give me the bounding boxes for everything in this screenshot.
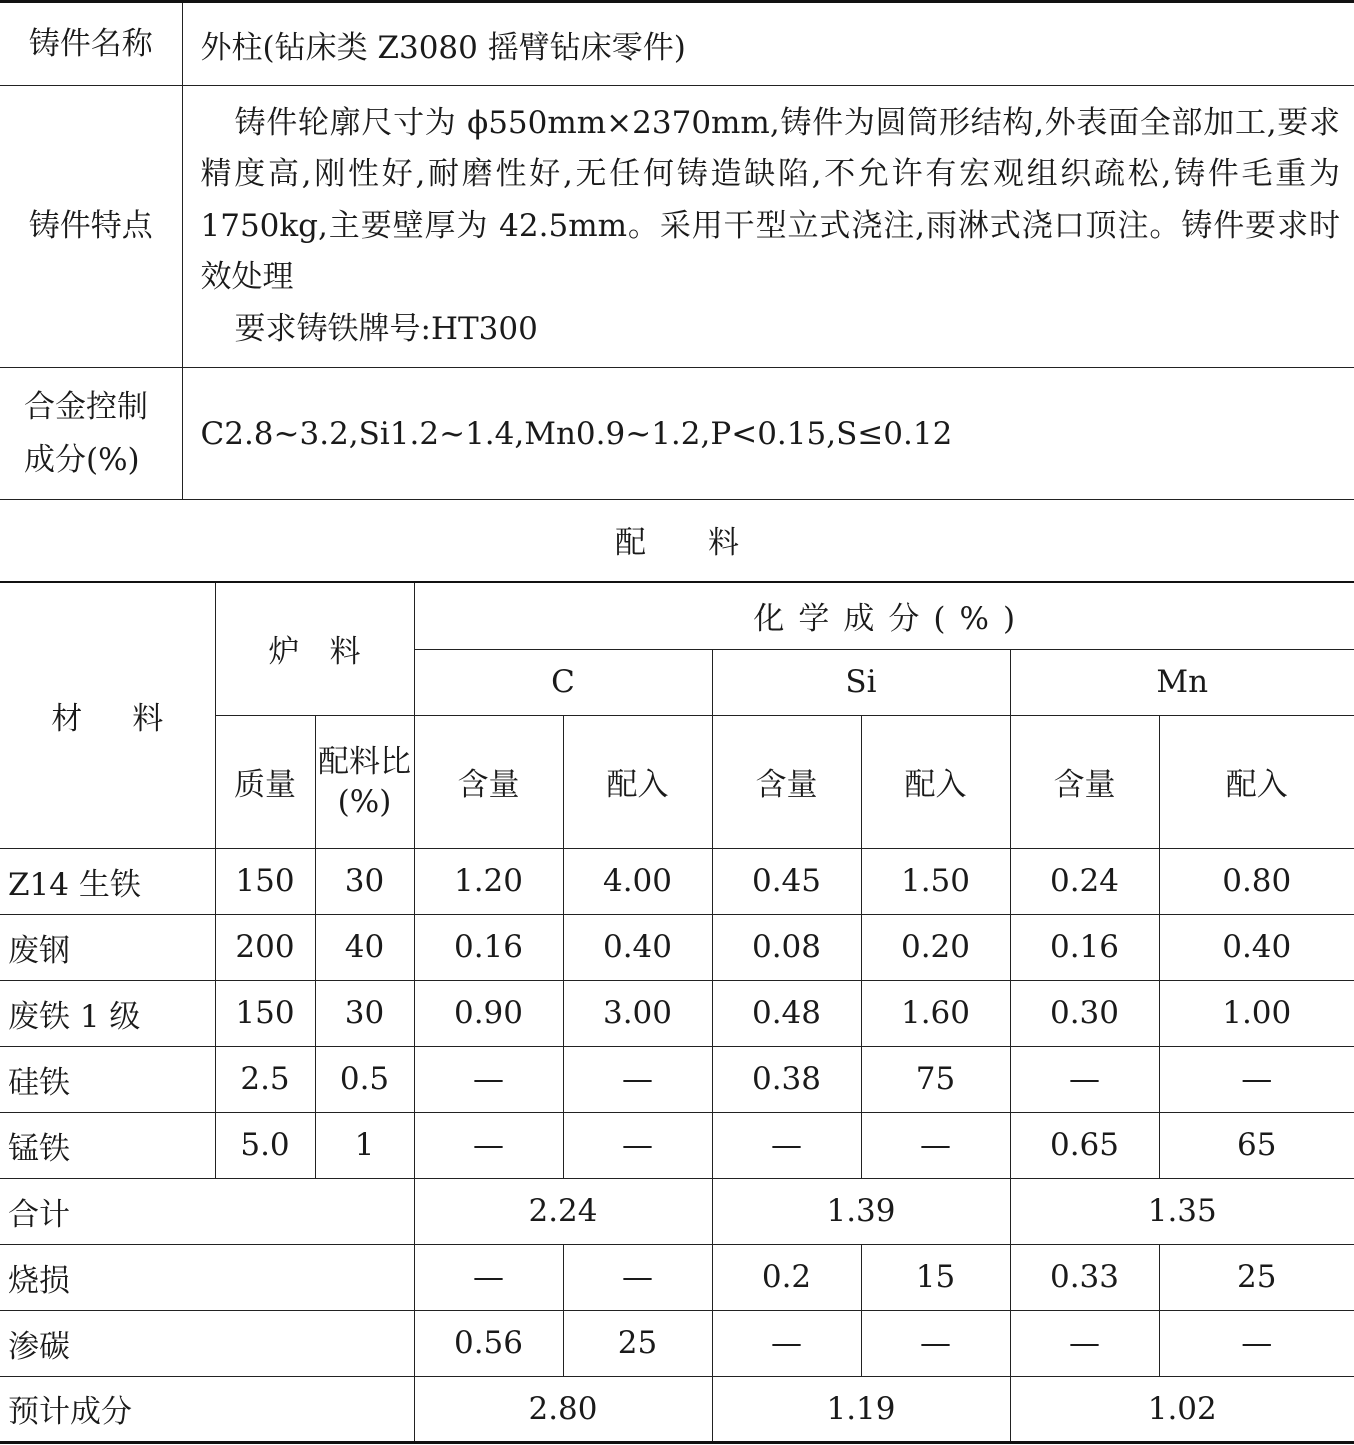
table-row: 锰铁 5.0 1 — — — — 0.65 65 [0,1112,1354,1178]
casting-grade-text: 要求铸铁牌号:HT300 [234,310,538,347]
mass-header: 质量 [215,715,315,848]
table-row: 硅铁 2.5 0.5 — — 0.38 75 — — [0,1046,1354,1112]
alloy-composition-row [0,368,1354,500]
casting-info-table [0,0,1354,500]
si-added-header: 配入 [861,715,1010,848]
batching-table [0,581,1354,1444]
casting-features-text: 铸件轮廓尺寸为 ϕ550mm×2370mm,铸件为圆筒形结构,外表面全部加工,要求精度高,刚性好,耐磨性好,无任何铸造缺陷,不允许有宏观组织疏松,铸件毛重为 1750kg,主要壁厚为 42.5mm。采用干型立式浇注,雨淋式浇口顶注。铸件要求时效处理 [200,104,1340,296]
si-content-header: 含量 [712,715,861,848]
mn-added-header: 配入 [1159,715,1354,848]
casting-name-value: 外柱(钻床类 Z3080 摇臂钻床零件) [182,2,1354,86]
c-added-header: 配入 [563,715,712,848]
header-row-1 [0,582,1354,649]
casting-name-row [0,2,1354,86]
casting-features-text-cell [182,86,1354,368]
burn-loss-row: 烧损 — — 0.2 15 0.33 25 [0,1244,1354,1310]
expected-composition-row: 预计成分 2.80 1.19 1.02 [0,1376,1354,1442]
material-header: 材料 [0,582,215,848]
batching-section-title: 配料 [615,525,801,561]
charge-header: 炉料 [215,582,414,715]
ratio-header: 配料比 (%) [315,715,414,848]
manganese-header: Mn [1010,649,1354,715]
chemical-composition-header: 化学成分(%) [414,582,1354,649]
carburization-row: 渗碳 0.56 25 — — — — [0,1310,1354,1376]
alloy-composition-label: 合金控制成分(%) [0,368,182,500]
total-row: 合计 2.24 1.39 1.35 [0,1178,1354,1244]
table-row: Z14 生铁 150 30 1.20 4.00 0.45 1.50 0.24 0.80 [0,848,1354,914]
table-row: 废铁 1 级 150 30 0.90 3.00 0.48 1.60 0.30 1.00 [0,980,1354,1046]
casting-name-label: 铸件名称 [0,2,182,86]
mn-content-header: 含量 [1010,715,1159,848]
casting-features-label: 铸件特点 [0,86,182,368]
carbon-header: C [414,649,712,715]
alloy-composition-value: C2.8~3.2,Si1.2~1.4,Mn0.9~1.2,P<0.15,S≤0.12 [182,368,1354,500]
c-content-header: 含量 [414,715,563,848]
table-row: 废钢 200 40 0.16 0.40 0.08 0.20 0.16 0.40 [0,914,1354,980]
casting-features-row [0,86,1354,368]
silicon-header: Si [712,649,1010,715]
